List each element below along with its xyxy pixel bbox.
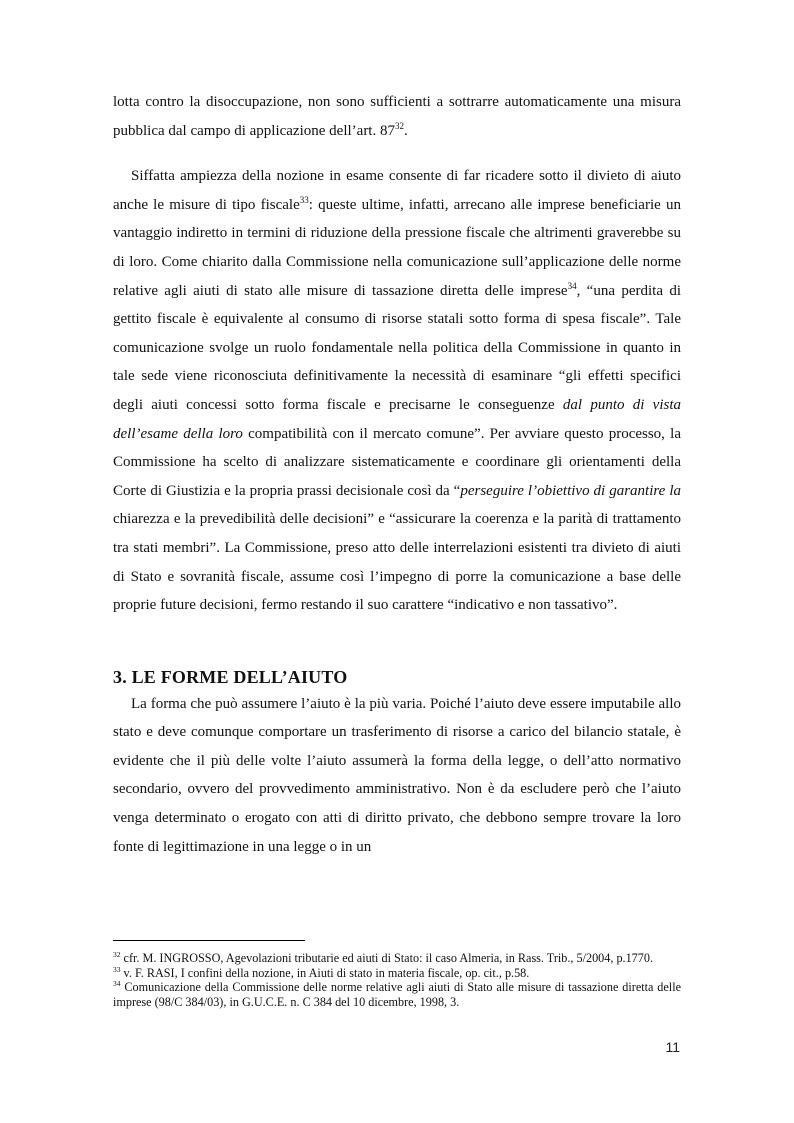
footnote-text: , I confini della nozione, in Aiuti di stato in materia fiscale, op. cit., p.58. [174,965,530,980]
section-heading: 3. LE FORME DELL’AIUTO [113,666,348,687]
footnote-34 [113,980,681,1009]
footnote-ref-32[interactable]: 32 [394,120,404,131]
paragraph-1-text: lotta contro la disoccupazione, non sono sufficienti a sottrarre automaticamente una misura pubblica dal campo di applicazione dell’art. 87 [113,94,681,139]
paragraph-1 [113,88,681,145]
footnote-text: cfr. M. I [120,951,164,965]
paragraph-2 [113,162,681,620]
footnote-separator [113,940,305,941]
paragraph-3: La forma che può assumere l’aiuto è la più varia. Poiché l’aiuto deve essere imputabile allo stato e deve comunque comportare un trasferimento di risorse a carico del bilancio statale, è evidente che il più delle volte l’aiuto assumerà la forma della legge, o dell’atto normativo secondario, ovvero del provvedimento amministrativo. Non è da escludere però che l’aiuto venga determinato o erogato con atti di diritto privato, che debbono sempre trovare la loro fonte di legittimazione in una legge o in un [113,695,681,855]
author-small-caps: NGROSSO [163,951,221,965]
footnote-text: v. F. R [120,965,155,980]
footnote-number: 34 [113,979,121,989]
footnote-ref-33[interactable]: 33 [299,194,309,205]
paragraph-2-text: compatibilità con il mercato comune”. Per avviare questo processo, la Commissione ha scelto di analizzare sistematicamente e coordinare gli orientamenti della Corte di Giustizia e la propria prassi decisionale così da “ [113,425,682,499]
paragraph-2-italic: perseguire l’obiettivo di garantire la [460,482,681,499]
paragraph-2-text: chiarezza e la prevedibilità delle decisioni” e “assicurare la coerenza e la parità di trattamento tra stati membri”. La Commissione, preso atto delle interrelazioni esistenti tra divieto di aiuti di Stato e sovranità fiscale, assume così l’impegno di porre la comunicazione a base delle proprie future decisioni, fermo restando il suo carattere “indicativo e non tassativo”. [113,511,681,614]
footnote-text: Comunicazione della Commissione delle norme relative agli aiuti di Stato alle misure di tassazione diretta delle imprese (98/C 384/03), in G.U.C.E. n. C 384 del 10 dicembre, 1998, 3. [113,980,681,1009]
footnote-number: 33 [113,964,121,974]
footnote-text: , Agevolazioni tributarie ed aiuti di Stato: il caso Almeria, in Rass. Trib., 5/2004, p.1770. [220,951,654,965]
footnote-ref-34[interactable]: 34 [567,280,577,291]
footnotes [113,951,681,1009]
footnote-33 [113,966,681,981]
paragraph-2-italic: dal punto di vista dell’esame della loro [113,396,681,442]
paragraph-2-text: , “una perdita di gettito fiscale è equivalente al consumo di risorse statali sotto forma di spesa fiscale”. Tale comunicazione svolge un ruolo fondamentale nella politica della Commissione in quanto in tale sede viene riconosciuta definitivamente la necessità di esaminare “gli effetti specifici degli aiuti concessi sotto forma fiscale e precisarne le conseguenze [113,282,681,413]
paragraph-2-text: : queste ultime, infatti, arrecano alle imprese beneficiarie un vantaggio indiretto in termini di riduzione della pressione fiscale che altrimenti graverebbe su di loro. Come chiarito dalla Commissione nella comunicazione sull’applicazione delle norme relative agli aiuti di stato alle misure di tassazione diretta delle imprese [113,196,681,299]
author-small-caps: ASI [154,965,175,980]
footnote-number: 32 [113,949,121,959]
main-text [113,88,681,861]
page-number: 11 [665,1039,680,1055]
paragraph-2-text: Siffatta ampiezza della nozione in esame consente di far ricadere sotto il divieto di aiuto anche le misure di tipo fiscale [113,168,681,213]
footnote-32 [113,951,681,966]
paragraph-1-end: . [403,122,408,139]
